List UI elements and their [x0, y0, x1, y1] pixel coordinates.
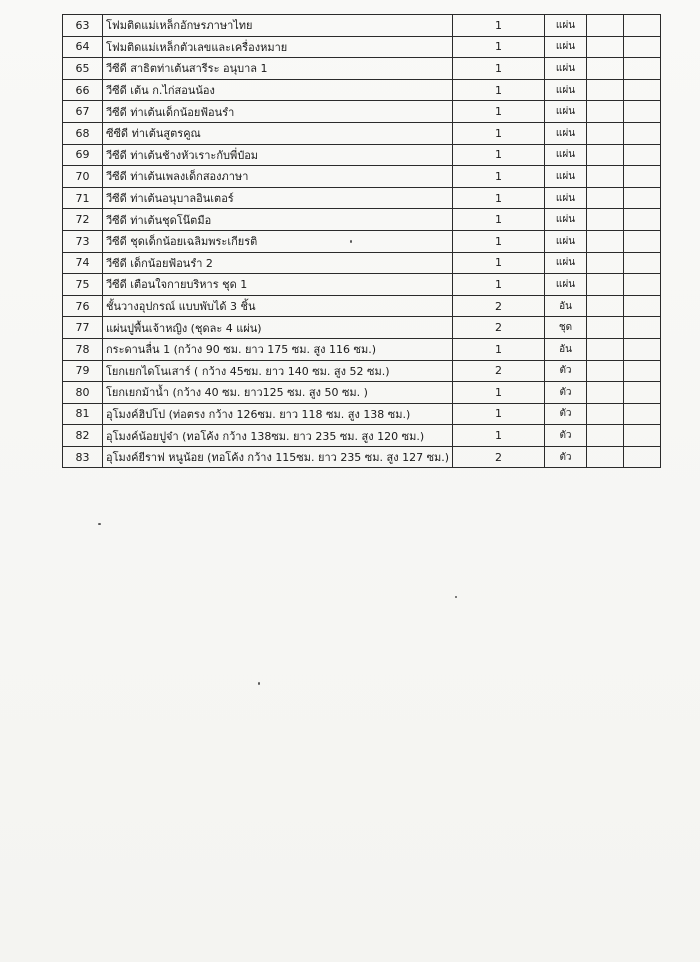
- item-number-cell: 79: [63, 360, 103, 382]
- quantity-cell: 1: [453, 166, 545, 188]
- quantity-cell: 1: [453, 338, 545, 360]
- table-row: [63, 382, 661, 404]
- item-description-cell: อุโมงค์ฮิปโป (ท่อตรง กว้าง 126ซม. ยาว 118 ซม. สูง 138 ซม.): [103, 403, 453, 425]
- unit-cell: ตัว: [545, 446, 587, 468]
- blank-cell: [587, 122, 624, 144]
- quantity-cell: 1: [453, 209, 545, 231]
- item-number-cell: 64: [63, 36, 103, 58]
- blank-cell: [624, 58, 661, 80]
- unit-cell: แผ่น: [545, 36, 587, 58]
- table-row: [63, 187, 661, 209]
- blank-cell: [587, 15, 624, 37]
- quantity-cell: 1: [453, 230, 545, 252]
- table-row: [63, 252, 661, 274]
- quantity-cell: 1: [453, 36, 545, 58]
- blank-cell: [587, 144, 624, 166]
- table-row: [63, 79, 661, 101]
- item-number-cell: 67: [63, 101, 103, 123]
- item-number-cell: 71: [63, 187, 103, 209]
- table-row: [63, 122, 661, 144]
- unit-cell: แผ่น: [545, 79, 587, 101]
- item-description-cell: วีซีดี ท่าเต้นเพลงเด็กสองภาษา: [103, 166, 453, 188]
- quantity-cell: 1: [453, 79, 545, 101]
- blank-cell: [624, 295, 661, 317]
- blank-cell: [587, 360, 624, 382]
- blank-cell: [587, 166, 624, 188]
- unit-cell: แผ่น: [545, 274, 587, 296]
- item-description-cell: วีซีดี ท่าเต้นเด็กน้อยฟ้อนรำ: [103, 101, 453, 123]
- item-description-cell: อุโมงค์ยีราฟ หนูน้อย (ทอโค้ง กว้าง 115ซม. ยาว 235 ซม. สูง 127 ซม.): [103, 446, 453, 468]
- table-row: [63, 317, 661, 339]
- item-number-cell: 83: [63, 446, 103, 468]
- blank-cell: [587, 252, 624, 274]
- table-row: [63, 36, 661, 58]
- blank-cell: [587, 101, 624, 123]
- item-description-cell: ซีซีดี ท่าเต้นสูตรคูณ: [103, 122, 453, 144]
- unit-cell: ชุด: [545, 317, 587, 339]
- unit-cell: แผ่น: [545, 230, 587, 252]
- blank-cell: [624, 425, 661, 447]
- table-row: [63, 360, 661, 382]
- quantity-cell: 1: [453, 58, 545, 80]
- table-row: [63, 274, 661, 296]
- item-description-cell: วีซีดี ท่าเต้นชุดโน๊ตมือ: [103, 209, 453, 231]
- item-number-cell: 75: [63, 274, 103, 296]
- unit-cell: ตัว: [545, 425, 587, 447]
- blank-cell: [587, 230, 624, 252]
- blank-cell: [624, 338, 661, 360]
- quantity-cell: 2: [453, 295, 545, 317]
- item-description-cell: โยกเยกไดโนเสาร์ ( กว้าง 45ซม. ยาว 140 ซม. สูง 52 ซม.): [103, 360, 453, 382]
- blank-cell: [587, 274, 624, 296]
- blank-cell: [587, 338, 624, 360]
- item-number-cell: 78: [63, 338, 103, 360]
- table-row: [63, 101, 661, 123]
- item-number-cell: 70: [63, 166, 103, 188]
- blank-cell: [624, 79, 661, 101]
- quantity-cell: 1: [453, 382, 545, 404]
- table-row: [63, 209, 661, 231]
- item-number-cell: 73: [63, 230, 103, 252]
- item-number-cell: 76: [63, 295, 103, 317]
- blank-cell: [624, 166, 661, 188]
- unit-cell: อัน: [545, 338, 587, 360]
- unit-cell: แผ่น: [545, 15, 587, 37]
- unit-cell: ตัว: [545, 382, 587, 404]
- quantity-cell: 1: [453, 274, 545, 296]
- blank-cell: [624, 446, 661, 468]
- blank-cell: [624, 209, 661, 231]
- inventory-table-body: [63, 15, 661, 468]
- item-description-cell: อุโมงค์น้อยปูจ๋า (ทอโค้ง กว้าง 138ซม. ยาว 235 ซม. สูง 120 ซม.): [103, 425, 453, 447]
- item-description-cell: วีซีดี เด็กน้อยฟ้อนรำ 2: [103, 252, 453, 274]
- blank-cell: [587, 317, 624, 339]
- blank-cell: [587, 36, 624, 58]
- blank-cell: [624, 122, 661, 144]
- table-row: [63, 58, 661, 80]
- item-description-cell: ชั้นวางอุปกรณ์ แบบพับได้ 3 ชิ้น: [103, 295, 453, 317]
- item-number-cell: 77: [63, 317, 103, 339]
- item-description-cell: โยกเยกม้าน้ำ (กว้าง 40 ซม. ยาว125 ซม. สูง 50 ซม. ): [103, 382, 453, 404]
- item-number-cell: 68: [63, 122, 103, 144]
- scan-speck: [350, 240, 352, 243]
- blank-cell: [624, 101, 661, 123]
- item-description-cell: วีซีดี ชุดเด็กน้อยเฉลิมพระเกียรติ: [103, 230, 453, 252]
- unit-cell: แผ่น: [545, 122, 587, 144]
- scan-speck: [455, 596, 457, 598]
- table-row: [63, 15, 661, 37]
- quantity-cell: 1: [453, 252, 545, 274]
- item-number-cell: 80: [63, 382, 103, 404]
- unit-cell: แผ่น: [545, 101, 587, 123]
- table-row: [63, 425, 661, 447]
- quantity-cell: 2: [453, 360, 545, 382]
- blank-cell: [587, 295, 624, 317]
- unit-cell: ตัว: [545, 360, 587, 382]
- unit-cell: แผ่น: [545, 144, 587, 166]
- item-number-cell: 69: [63, 144, 103, 166]
- item-number-cell: 66: [63, 79, 103, 101]
- unit-cell: แผ่น: [545, 187, 587, 209]
- table-row: [63, 295, 661, 317]
- blank-cell: [624, 187, 661, 209]
- item-description-cell: แผ่นปูพื้นเจ้าหญิง (ชุดละ 4 แผ่น): [103, 317, 453, 339]
- quantity-cell: 1: [453, 15, 545, 37]
- unit-cell: แผ่น: [545, 209, 587, 231]
- blank-cell: [624, 36, 661, 58]
- item-number-cell: 74: [63, 252, 103, 274]
- blank-cell: [587, 58, 624, 80]
- unit-cell: อัน: [545, 295, 587, 317]
- unit-cell: แผ่น: [545, 58, 587, 80]
- quantity-cell: 2: [453, 317, 545, 339]
- blank-cell: [587, 403, 624, 425]
- inventory-table: [62, 14, 661, 468]
- item-number-cell: 63: [63, 15, 103, 37]
- blank-cell: [587, 382, 624, 404]
- blank-cell: [587, 187, 624, 209]
- quantity-cell: 1: [453, 187, 545, 209]
- item-description-cell: วีซีดี สาธิตท่าเต้นสารีระ อนุบาล 1: [103, 58, 453, 80]
- table-row: [63, 166, 661, 188]
- quantity-cell: 1: [453, 101, 545, 123]
- blank-cell: [587, 446, 624, 468]
- table-row: [63, 144, 661, 166]
- item-description-cell: วีซีดี เตือนใจกายบริหาร ชุด 1: [103, 274, 453, 296]
- blank-cell: [624, 382, 661, 404]
- quantity-cell: 1: [453, 122, 545, 144]
- item-number-cell: 72: [63, 209, 103, 231]
- item-number-cell: 65: [63, 58, 103, 80]
- table-row: [63, 338, 661, 360]
- quantity-cell: 1: [453, 403, 545, 425]
- item-number-cell: 82: [63, 425, 103, 447]
- table-row: [63, 446, 661, 468]
- blank-cell: [624, 360, 661, 382]
- blank-cell: [624, 230, 661, 252]
- table-row: [63, 403, 661, 425]
- unit-cell: ตัว: [545, 403, 587, 425]
- item-description-cell: วีซีดี ท่าเต้นช้างหัวเราะกับพี่ป๋อม: [103, 144, 453, 166]
- blank-cell: [624, 317, 661, 339]
- scan-speck: [258, 682, 260, 685]
- blank-cell: [587, 425, 624, 447]
- quantity-cell: 1: [453, 425, 545, 447]
- unit-cell: แผ่น: [545, 166, 587, 188]
- item-number-cell: 81: [63, 403, 103, 425]
- item-description-cell: โฟมติดแม่เหล็กตัวเลขและเครื่องหมาย: [103, 36, 453, 58]
- blank-cell: [587, 209, 624, 231]
- blank-cell: [587, 79, 624, 101]
- blank-cell: [624, 403, 661, 425]
- item-description-cell: โฟมติดแม่เหล็กอักษรภาษาไทย: [103, 15, 453, 37]
- item-description-cell: วีซีดี ท่าเต้นอนุบาลอินเตอร์: [103, 187, 453, 209]
- scan-speck: [98, 523, 101, 525]
- blank-cell: [624, 144, 661, 166]
- item-description-cell: วีซีดี เต้น ก.ไก่สอนน้อง: [103, 79, 453, 101]
- blank-cell: [624, 274, 661, 296]
- quantity-cell: 2: [453, 446, 545, 468]
- quantity-cell: 1: [453, 144, 545, 166]
- item-description-cell: กระดานลื่น 1 (กว้าง 90 ซม. ยาว 175 ซม. สูง 116 ซม.): [103, 338, 453, 360]
- blank-cell: [624, 15, 661, 37]
- blank-cell: [624, 252, 661, 274]
- unit-cell: แผ่น: [545, 252, 587, 274]
- table-row: [63, 230, 661, 252]
